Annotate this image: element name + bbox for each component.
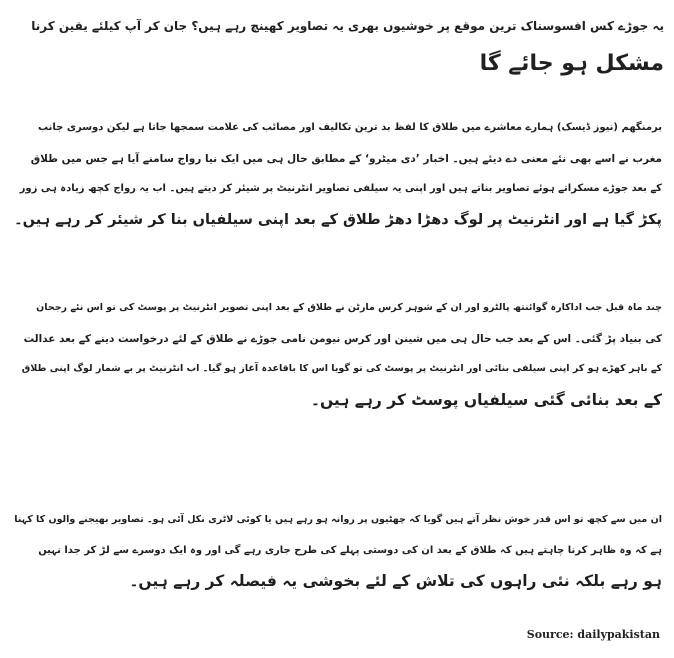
paragraph-line: ہو رہے بلکہ نئی راہوں کی تلاش کے لئے بخوشی یہ فیصلہ کر رہے ہیں۔ bbox=[129, 572, 662, 590]
source-credit: Source: dailypakistan bbox=[526, 628, 660, 641]
article-paragraph-2 bbox=[14, 293, 662, 415]
article-paragraph-1 bbox=[14, 113, 662, 235]
paragraph-line: برمنگھم (نیوز ڈیسک) ہمارے معاشرے میں طلاق کا لفظ بد ترین تکالیف اور مصائب کی علامت سمجھا جاتا ہے لیکن دوسری جانب bbox=[38, 122, 662, 133]
paragraph-line: کی بنیاد پڑ گئی۔ اس کے بعد جب حال ہی میں شینن اور کرس نیومن نامی جوڑے نے طلاق کے لئے درخواست دینے کے بعد عدالت bbox=[23, 332, 662, 345]
headline-line: یہ جوڑے کس افسوسناک ترین موقع پر خوشیوں بھری یہ تصاویر کھینچ رہے ہیں؟ جان کر آپ کیلئے یقین کرنا bbox=[31, 19, 664, 33]
paragraph-line: کے بعد جوڑے مسکراتے ہوئے تصاویر بناتے ہیں اور اپنی یہ سیلفی تصاویر انٹرنیٹ پر شیئر کر دیتے ہیں۔ اب یہ رواج کچھ زیادہ ہی زور bbox=[19, 183, 662, 194]
paragraph-line: چند ماہ قبل جب اداکارہ گوائنتھ پالٹرو اور ان کے شوہر کرس مارٹن نے طلاق کے بعد اپنی تصویر انٹرنیٹ پر پوسٹ کی تو اس نئے رجحان bbox=[36, 302, 662, 313]
paragraph-line: ہے کہ وہ ظاہر کرنا چاہتے ہیں کہ طلاق کے بعد ان کی دوستی پہلے کی طرح جاری رہے گی اور وہ ایک دوسرے سے لڑ کر جدا نہیں bbox=[38, 544, 662, 556]
article-paragraph-3 bbox=[14, 505, 662, 597]
article-headline bbox=[14, 8, 664, 82]
paragraph-line: ان میں سے کچھ تو اس قدر خوش نظر آتے ہیں گویا کہ چھٹیوں پر روانہ ہو رہے ہیں یا کوئی لاٹری نکل آئی ہو۔ تصاویر بھیجنے والوں کا کہنا bbox=[14, 514, 662, 525]
paragraph-line: پکڑ گیا ہے اور انٹرنیٹ پر لوگ دھڑا دھڑ طلاق کے بعد اپنی سیلفیاں بنا کر شیئر کر رہے ہیں۔ bbox=[14, 211, 662, 228]
headline-line: مشکل ہو جائے گا bbox=[479, 51, 664, 76]
paragraph-line: کے باہر کھڑے ہو کر اپنی سیلفی بنائی اور انٹرنیٹ پر پوسٹ کی تو گویا اس کا باقاعدہ آغاز ہو گیا۔ اب انٹرنیٹ پر بے شمار لوگ اپنی طلاق bbox=[21, 363, 662, 374]
paragraph-line: مغرب نے اسے بھی نئے معنی دے دیئے ہیں۔ اخبار ’دی میٹرو‘ کے مطابق حال ہی میں ایک نیا رواج سامنے آیا ہے جس میں طلاق bbox=[30, 152, 662, 165]
paragraph-line: کے بعد بنائی گئی سیلفیاں پوسٹ کر رہے ہیں۔ bbox=[310, 390, 662, 409]
